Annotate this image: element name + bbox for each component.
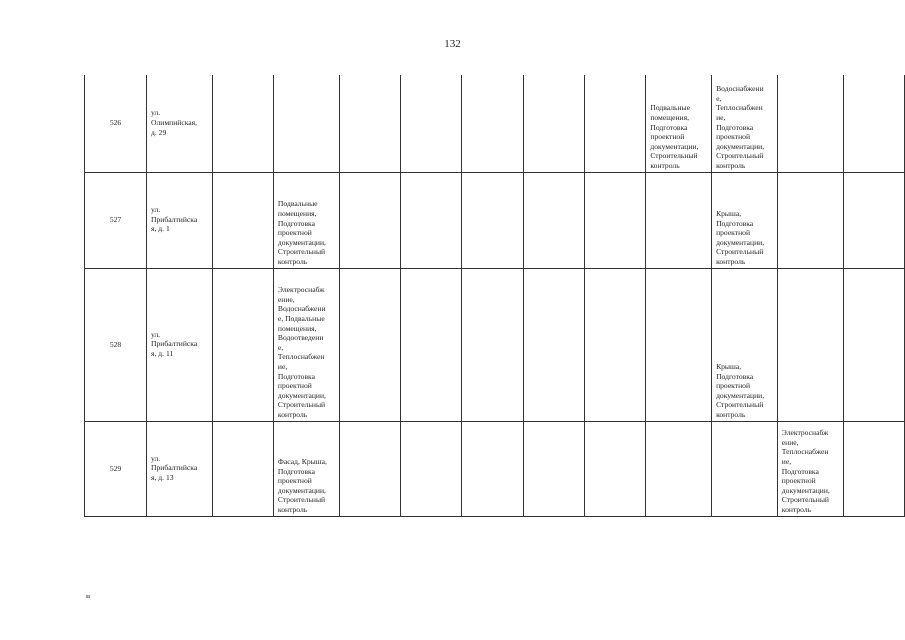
work-cell (843, 172, 905, 268)
work-cell (843, 268, 905, 421)
work-cell: Водоснабжени e, Теплоснабжен ие, Подготовка проектной документации, Строительный контроль (712, 75, 778, 172)
footer-mark: ııı (86, 594, 90, 600)
page-number: 132 (444, 38, 461, 50)
work-cell (212, 421, 273, 516)
work-cell (400, 421, 461, 516)
work-cell (843, 421, 905, 516)
row-number: 528 (85, 268, 147, 421)
work-cell (585, 172, 646, 268)
work-cell (339, 75, 400, 172)
work-cell (462, 268, 523, 421)
table-row (85, 268, 905, 421)
row-number: 527 (85, 172, 147, 268)
work-cell (523, 421, 584, 516)
work-cell (646, 421, 712, 516)
work-cell (462, 75, 523, 172)
table-row (85, 75, 905, 172)
row-number: 529 (85, 421, 147, 516)
work-cell (843, 75, 905, 172)
work-cell (212, 172, 273, 268)
work-cell: Фасад, Крыша, Подготовка проектной документации, Строительный контроль (273, 421, 339, 516)
work-cell: Подвальные помещения, Подготовка проектной документации, Строительный контроль (646, 75, 712, 172)
work-cell (400, 75, 461, 172)
table-row (85, 421, 905, 516)
work-cell: Электроснабж ение, Теплоснабжен ие, Подготовка проектной документации, Строительный контроль (777, 421, 843, 516)
work-cell (339, 268, 400, 421)
work-cell (462, 421, 523, 516)
work-cell (400, 268, 461, 421)
work-cell (585, 75, 646, 172)
address-cell: ул. Прибалтийска я, д. 11 (147, 268, 213, 421)
work-cell (777, 172, 843, 268)
work-cell (339, 172, 400, 268)
table-row (85, 172, 905, 268)
work-cell: Крыша, Подготовка проектной документации, Строительный контроль (712, 268, 778, 421)
work-cell: Электроснабж ение, Водоснабжени е, Подвальные помещения, Водоотведени е, Теплоснабжен ие, Подготовка проектной документации, Строительный контроль (273, 268, 339, 421)
address-cell: ул. Олимпийская, д. 29 (147, 75, 213, 172)
work-cell (273, 75, 339, 172)
address-cell: ул. Прибалтийска я, д. 13 (147, 421, 213, 516)
work-cell (339, 421, 400, 516)
work-cell (777, 268, 843, 421)
work-cell (523, 268, 584, 421)
work-cell (585, 421, 646, 516)
work-cell (462, 172, 523, 268)
work-cell (523, 75, 584, 172)
work-cell (400, 172, 461, 268)
work-cell: Подвальные помещения, Подготовка проектной документации, Строительный контроль (273, 172, 339, 268)
work-cell (212, 268, 273, 421)
work-cell (212, 75, 273, 172)
work-cell: Крыша, Подготовка проектной документации, Строительный контроль (712, 172, 778, 268)
row-number: 526 (85, 75, 147, 172)
work-cell (712, 421, 778, 516)
work-cell (585, 268, 646, 421)
repair-schedule-table (84, 75, 905, 517)
work-cell (523, 172, 584, 268)
work-cell (646, 172, 712, 268)
work-cell (777, 75, 843, 172)
work-cell (646, 268, 712, 421)
address-cell: ул. Прибалтийска я, д. 1 (147, 172, 213, 268)
